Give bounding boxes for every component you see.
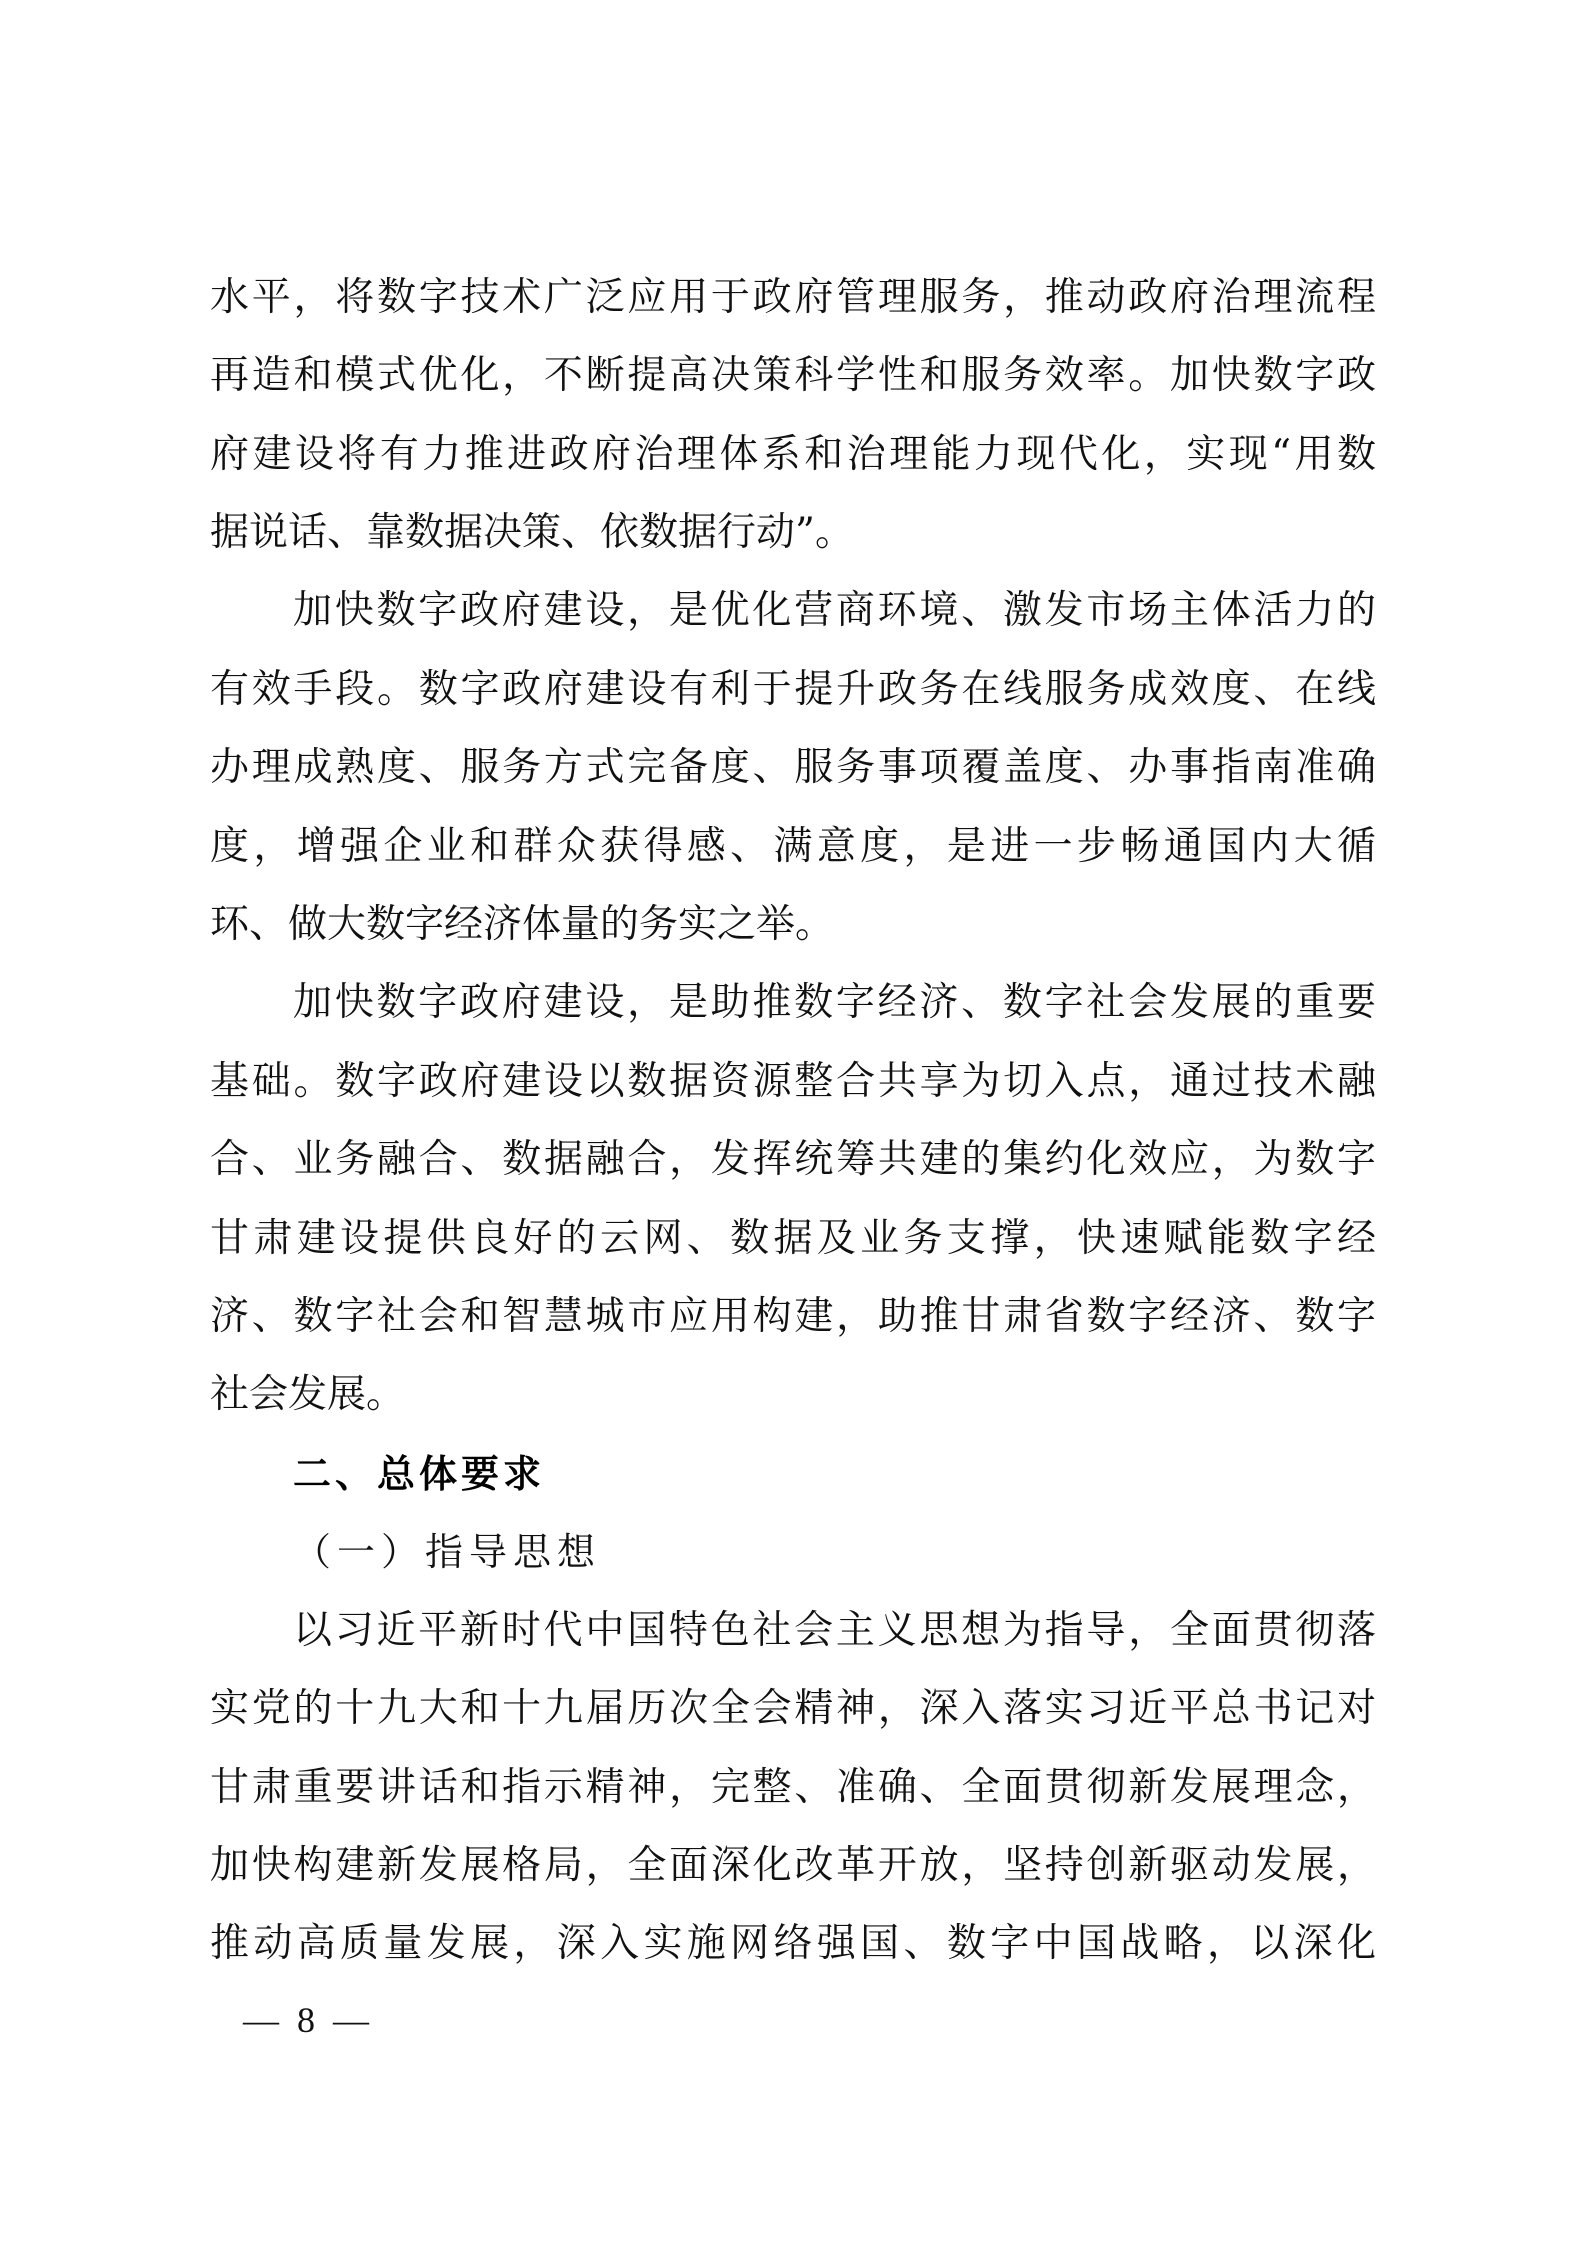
paragraph-line: 度，增强企业和群众获得感、满意度，是进一步畅通国内大循 [210,824,1376,869]
paragraph-line: 基础。数字政府建设以数据资源整合共享为切入点，通过技术融 [210,1059,1376,1104]
paragraph-line: 办理成熟度、服务方式完备度、服务事项覆盖度、办事指南准确 [210,745,1376,790]
paragraph-line: 府建设将有力推进政府治理体系和治理能力现代化，实现“用数 [210,432,1376,477]
paragraph-line: 加快构建新发展格局，全面深化改革开放，坚持创新驱动发展， [210,1843,1376,1888]
subsection-heading: （一）指导思想 [293,1530,602,1574]
paragraph-line: 加快数字政府建设，是优化营商环境、激发市场主体活力的 [293,588,1376,633]
paragraph-line: 水平，将数字技术广泛应用于政府管理服务，推动政府治理流程 [210,275,1376,320]
paragraph-line: 环、做大数字经济体量的务实之举。 [210,902,835,947]
paragraph-line: 实党的十九大和十九届历次全会精神，深入落实习近平总书记对 [210,1686,1376,1731]
paragraph-line: 推动高质量发展，深入实施网络强国、数字中国战略，以深化 [210,1921,1376,1966]
paragraph-line: 甘肃重要讲话和指示精神，完整、准确、全面贯彻新发展理念， [210,1765,1376,1810]
paragraph-line: 甘肃建设提供良好的云网、数据及业务支撑，快速赋能数字经 [210,1216,1376,1261]
page-number: — 8 — [243,2000,369,2040]
paragraph-line: 再造和模式优化，不断提高决策科学性和服务效率。加快数字政 [210,353,1376,398]
paragraph-line: 以习近平新时代中国特色社会主义思想为指导，全面贯彻落 [293,1608,1376,1653]
section-heading: 二、总体要求 [293,1452,546,1496]
paragraph-line: 加快数字政府建设，是助推数字经济、数字社会发展的重要 [293,980,1376,1025]
paragraph-line: 据说话、靠数据决策、依数据行动”。 [210,510,854,555]
paragraph-line: 济、数字社会和智慧城市应用构建，助推甘肃省数字经济、数字 [210,1294,1376,1339]
paragraph-line: 有效手段。数字政府建设有利于提升政务在线服务成效度、在线 [210,667,1376,712]
paragraph-line: 合、业务融合、数据融合，发挥统筹共建的集约化效应，为数字 [210,1137,1376,1182]
paragraph-line: 社会发展。 [210,1372,406,1417]
